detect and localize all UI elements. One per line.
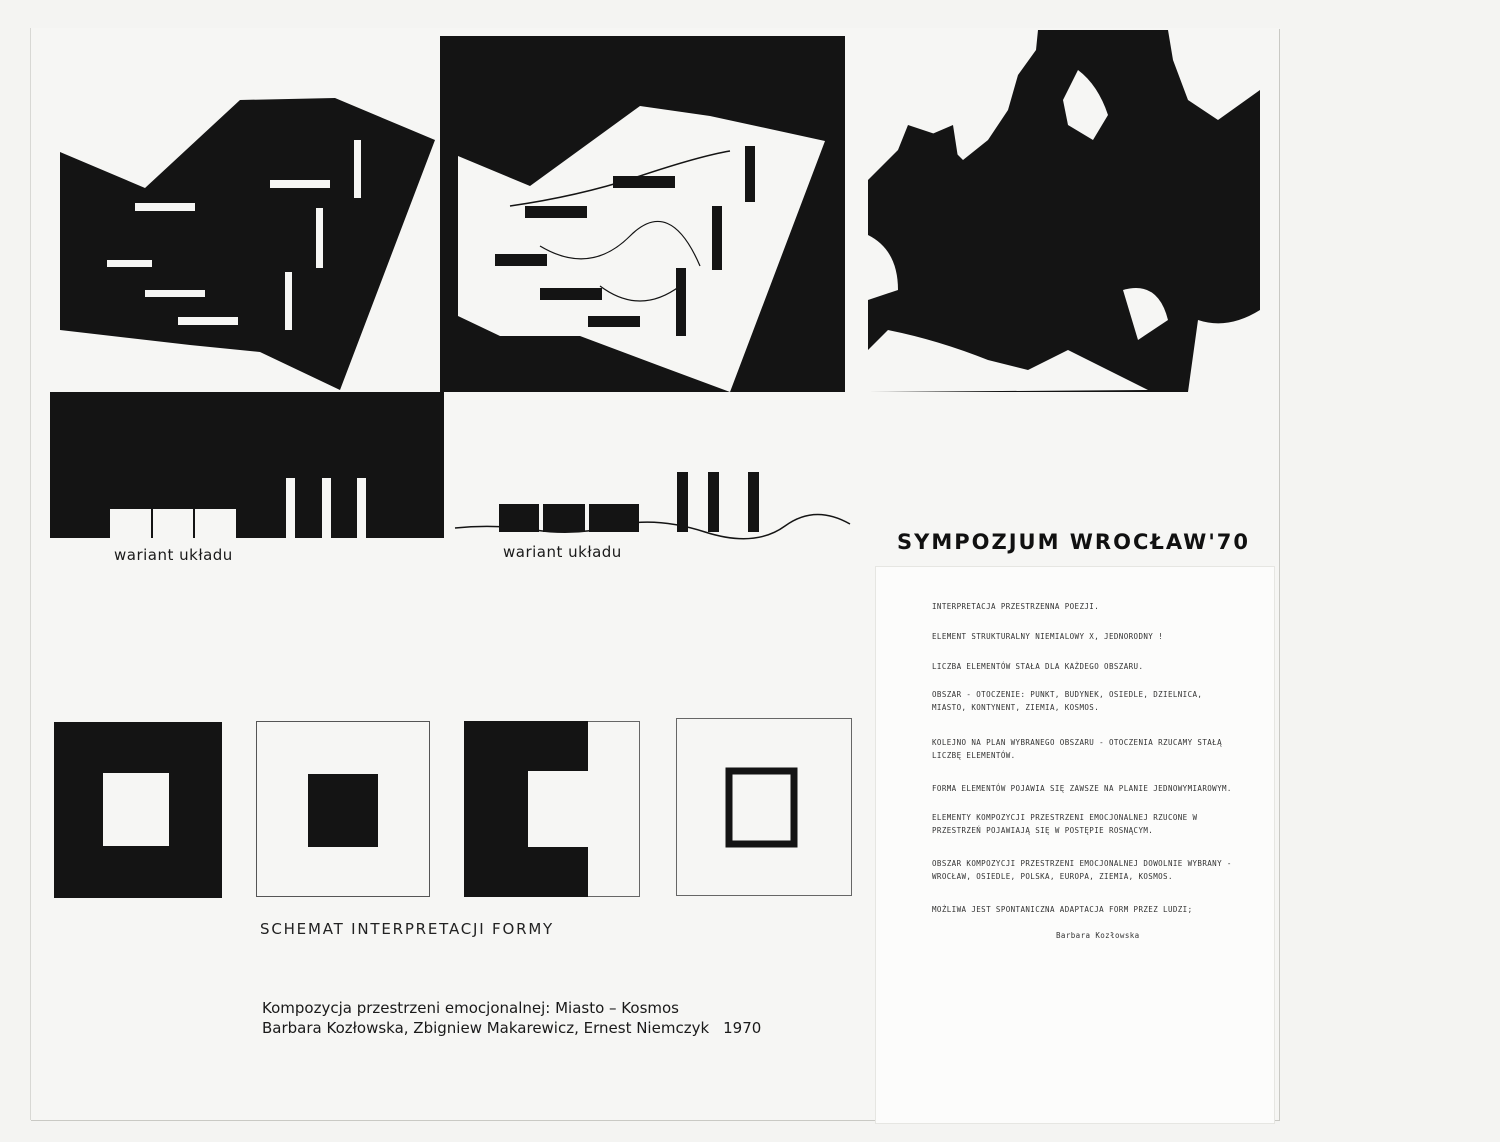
typescript-line: FORMA ELEMENTÓW POJAWIA SIĘ ZAWSZE NA PLANIE JEDNOWYMIAROWYM.	[932, 784, 1232, 793]
typescript-line: ELEMENT STRUKTURALNY NIEMIALOWY X, JEDNORODNY !	[932, 632, 1164, 641]
plan-variant-1	[50, 80, 450, 440]
typescript-line: KOLEJNO NA PLAN WYBRANEGO OBSZARU - OTOCZENIA RZUCAMY STAŁĄ LICZBĘ ELEMENTÓW.	[932, 738, 1223, 760]
typescript-signature: Barbara Kozłowska	[1056, 931, 1140, 940]
form-scheme-2	[256, 721, 430, 897]
elevation-variant-1	[50, 392, 444, 538]
credits-line-2: Barbara Kozłowska, Zbigniew Makarewicz, Ernest Niemczyk	[262, 1019, 710, 1037]
form-scheme-1	[54, 722, 222, 898]
elevation-variant-2	[455, 466, 850, 546]
typescript-line: MOŻLIWA JEST SPONTANICZNA ADAPTACJA FORM PRZEZ LUDZI;	[932, 905, 1193, 914]
typescript-line: INTERPRETACJA PRZESTRZENNA POEZJI.	[932, 602, 1100, 611]
typescript-line: LICZBA ELEMENTÓW STAŁA DLA KAŻDEGO OBSZARU.	[932, 662, 1144, 671]
caption-variant-right: wariant układu	[503, 543, 622, 561]
typescript-line: ELEMENTY KOMPOZYCJI PRZESTRZENI EMOCJONALNEJ RZUCONE W PRZESTRZEŃ POJAWIAJĄ SIĘ W POSTĘPIE ROSNĄCYM.	[932, 813, 1198, 835]
caption-variant-left: wariant układu	[114, 546, 233, 564]
credits-year: 1970	[723, 1019, 762, 1037]
scheme-title: SCHEMAT INTERPRETACJI FORMY	[260, 920, 555, 938]
credits	[262, 998, 761, 1038]
form-scheme-3	[464, 721, 640, 897]
typescript-line: OBSZAR KOMPOZYCJI PRZESTRZENI EMOCJONALNEJ DOWOLNIE WYBRANY -WROCŁAW, OSIEDLE, POLSKA, EUROPA, ZIEMIA, KOSMOS.	[932, 859, 1232, 881]
typescript-sheet	[876, 567, 1274, 1123]
form-scheme-4	[676, 718, 852, 896]
credits-line-1: Kompozycja przestrzeni emocjonalnej: Miasto – Kosmos	[262, 999, 679, 1017]
europe-map	[868, 30, 1260, 392]
plan-variant-2	[440, 36, 845, 392]
typescript-line: OBSZAR - OTOCZENIE: PUNKT, BUDYNEK, OSIEDLE, DZIELNICA, MIASTO, KONTYNENT, ZIEMIA, KOSMOS.	[932, 690, 1203, 712]
symposium-title: SYMPOZJUM WROCŁAW'70	[897, 530, 1250, 554]
